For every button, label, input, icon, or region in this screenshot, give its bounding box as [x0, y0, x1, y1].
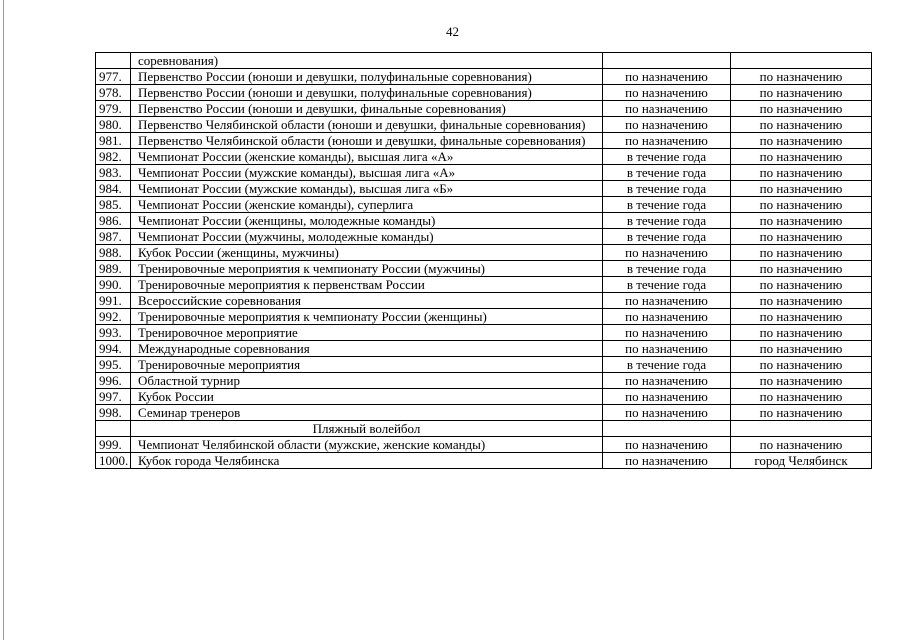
event-date: по назначению: [603, 309, 731, 325]
event-name: Первенство России (юноши и девушки, финальные соревнования): [131, 101, 603, 117]
event-date: по назначению: [603, 389, 731, 405]
table-row: [96, 277, 872, 293]
event-place: по назначению: [731, 213, 872, 229]
section-empty-cell: [603, 421, 731, 437]
event-date: по назначению: [603, 117, 731, 133]
event-name: Первенство Челябинской области (юноши и девушки, финальные соревнования): [131, 133, 603, 149]
row-number: 998.: [96, 405, 131, 421]
event-name: Чемпионат России (мужчины, молодежные команды): [131, 229, 603, 245]
section-row: [96, 421, 872, 437]
event-date: [603, 53, 731, 69]
row-number: 983.: [96, 165, 131, 181]
table-row: [96, 261, 872, 277]
event-place: по назначению: [731, 69, 872, 85]
row-number: 990.: [96, 277, 131, 293]
table-row: [96, 197, 872, 213]
event-place: по назначению: [731, 245, 872, 261]
event-name: Международные соревнования: [131, 341, 603, 357]
table-row: [96, 101, 872, 117]
row-number: 1000.: [96, 453, 131, 469]
row-number: 987.: [96, 229, 131, 245]
event-date: в течение года: [603, 181, 731, 197]
table-row: [96, 229, 872, 245]
event-name: Первенство России (юноши и девушки, полуфинальные соревнования): [131, 69, 603, 85]
table-row: [96, 85, 872, 101]
event-name: Кубок города Челябинска: [131, 453, 603, 469]
table-row: [96, 325, 872, 341]
event-name: Тренировочные мероприятия к первенствам России: [131, 277, 603, 293]
event-place: по назначению: [731, 309, 872, 325]
event-name: соревнования): [131, 53, 603, 69]
event-place: по назначению: [731, 277, 872, 293]
table-row: [96, 437, 872, 453]
row-number: 981.: [96, 133, 131, 149]
table-row: [96, 373, 872, 389]
event-date: в течение года: [603, 149, 731, 165]
event-place: [731, 53, 872, 69]
row-number: 992.: [96, 309, 131, 325]
event-place: по назначению: [731, 325, 872, 341]
row-number: 997.: [96, 389, 131, 405]
event-name: Всероссийские соревнования: [131, 293, 603, 309]
event-place: по назначению: [731, 101, 872, 117]
event-name: Семинар тренеров: [131, 405, 603, 421]
event-place: по назначению: [731, 357, 872, 373]
event-place: по назначению: [731, 229, 872, 245]
event-place: по назначению: [731, 165, 872, 181]
event-date: по назначению: [603, 341, 731, 357]
row-number: 999.: [96, 437, 131, 453]
event-name: Тренировочные мероприятия: [131, 357, 603, 373]
event-name: Чемпионат России (женские команды), высшая лига «А»: [131, 149, 603, 165]
event-name: Чемпионат России (мужские команды), высшая лига «А»: [131, 165, 603, 181]
section-empty-cell: [96, 421, 131, 437]
table-row-continuation: [96, 53, 872, 69]
section-title: Пляжный волейбол: [131, 421, 603, 437]
event-date: по назначению: [603, 453, 731, 469]
row-number: 988.: [96, 245, 131, 261]
event-place: по назначению: [731, 437, 872, 453]
event-place: по назначению: [731, 261, 872, 277]
event-place: по назначению: [731, 85, 872, 101]
row-number: 978.: [96, 85, 131, 101]
event-date: по назначению: [603, 133, 731, 149]
event-place: по назначению: [731, 405, 872, 421]
event-place: по назначению: [731, 181, 872, 197]
scan-edge-line: [3, 0, 4, 640]
row-number: 982.: [96, 149, 131, 165]
row-number: [96, 53, 131, 69]
event-name: Чемпионат Челябинской области (мужские, женские команды): [131, 437, 603, 453]
row-number: 995.: [96, 357, 131, 373]
event-place: город Челябинск: [731, 453, 872, 469]
table-row: [96, 117, 872, 133]
table-row: [96, 293, 872, 309]
page-number: 42: [446, 24, 459, 39]
event-place: по назначению: [731, 197, 872, 213]
event-date: по назначению: [603, 69, 731, 85]
event-date: в течение года: [603, 197, 731, 213]
event-date: по назначению: [603, 325, 731, 341]
row-number: 989.: [96, 261, 131, 277]
table-row: [96, 133, 872, 149]
row-number: 994.: [96, 341, 131, 357]
row-number: 977.: [96, 69, 131, 85]
event-name: Чемпионат России (женщины, молодежные команды): [131, 213, 603, 229]
event-date: по назначению: [603, 85, 731, 101]
table-row: [96, 213, 872, 229]
table-row: [96, 149, 872, 165]
events-table: [95, 52, 872, 469]
event-name: Первенство России (юноши и девушки, полуфинальные соревнования): [131, 85, 603, 101]
event-place: по назначению: [731, 389, 872, 405]
event-place: по назначению: [731, 117, 872, 133]
table-row: [96, 389, 872, 405]
event-name: Областной турнир: [131, 373, 603, 389]
event-place: по назначению: [731, 373, 872, 389]
row-number: 984.: [96, 181, 131, 197]
event-date: в течение года: [603, 213, 731, 229]
table-row: [96, 165, 872, 181]
table-row: [96, 309, 872, 325]
section-empty-cell: [731, 421, 872, 437]
event-name: Кубок России (женщины, мужчины): [131, 245, 603, 261]
event-name: Кубок России: [131, 389, 603, 405]
event-date: по назначению: [603, 437, 731, 453]
event-date: по назначению: [603, 245, 731, 261]
event-date: в течение года: [603, 261, 731, 277]
event-date: в течение года: [603, 229, 731, 245]
event-date: по назначению: [603, 101, 731, 117]
row-number: 993.: [96, 325, 131, 341]
row-number: 986.: [96, 213, 131, 229]
row-number: 996.: [96, 373, 131, 389]
event-place: по назначению: [731, 341, 872, 357]
table-row: [96, 181, 872, 197]
event-date: по назначению: [603, 405, 731, 421]
event-date: по назначению: [603, 293, 731, 309]
events-table-body: [96, 53, 872, 469]
event-name: Чемпионат России (мужские команды), высшая лига «Б»: [131, 181, 603, 197]
table-row: [96, 453, 872, 469]
table-row: [96, 405, 872, 421]
row-number: 985.: [96, 197, 131, 213]
event-place: по назначению: [731, 293, 872, 309]
event-name: Тренировочные мероприятия к чемпионату России (женщины): [131, 309, 603, 325]
row-number: 991.: [96, 293, 131, 309]
event-name: Первенство Челябинской области (юноши и девушки, финальные соревнования): [131, 117, 603, 133]
event-date: в течение года: [603, 357, 731, 373]
event-name: Тренировочное мероприятие: [131, 325, 603, 341]
table-row: [96, 341, 872, 357]
table-row: [96, 69, 872, 85]
event-place: по назначению: [731, 149, 872, 165]
event-name: Тренировочные мероприятия к чемпионату России (мужчины): [131, 261, 603, 277]
event-name: Чемпионат России (женские команды), суперлига: [131, 197, 603, 213]
table-row: [96, 245, 872, 261]
event-date: в течение года: [603, 165, 731, 181]
row-number: 980.: [96, 117, 131, 133]
row-number: 979.: [96, 101, 131, 117]
event-date: по назначению: [603, 373, 731, 389]
event-date: в течение года: [603, 277, 731, 293]
event-place: по назначению: [731, 133, 872, 149]
table-row: [96, 357, 872, 373]
